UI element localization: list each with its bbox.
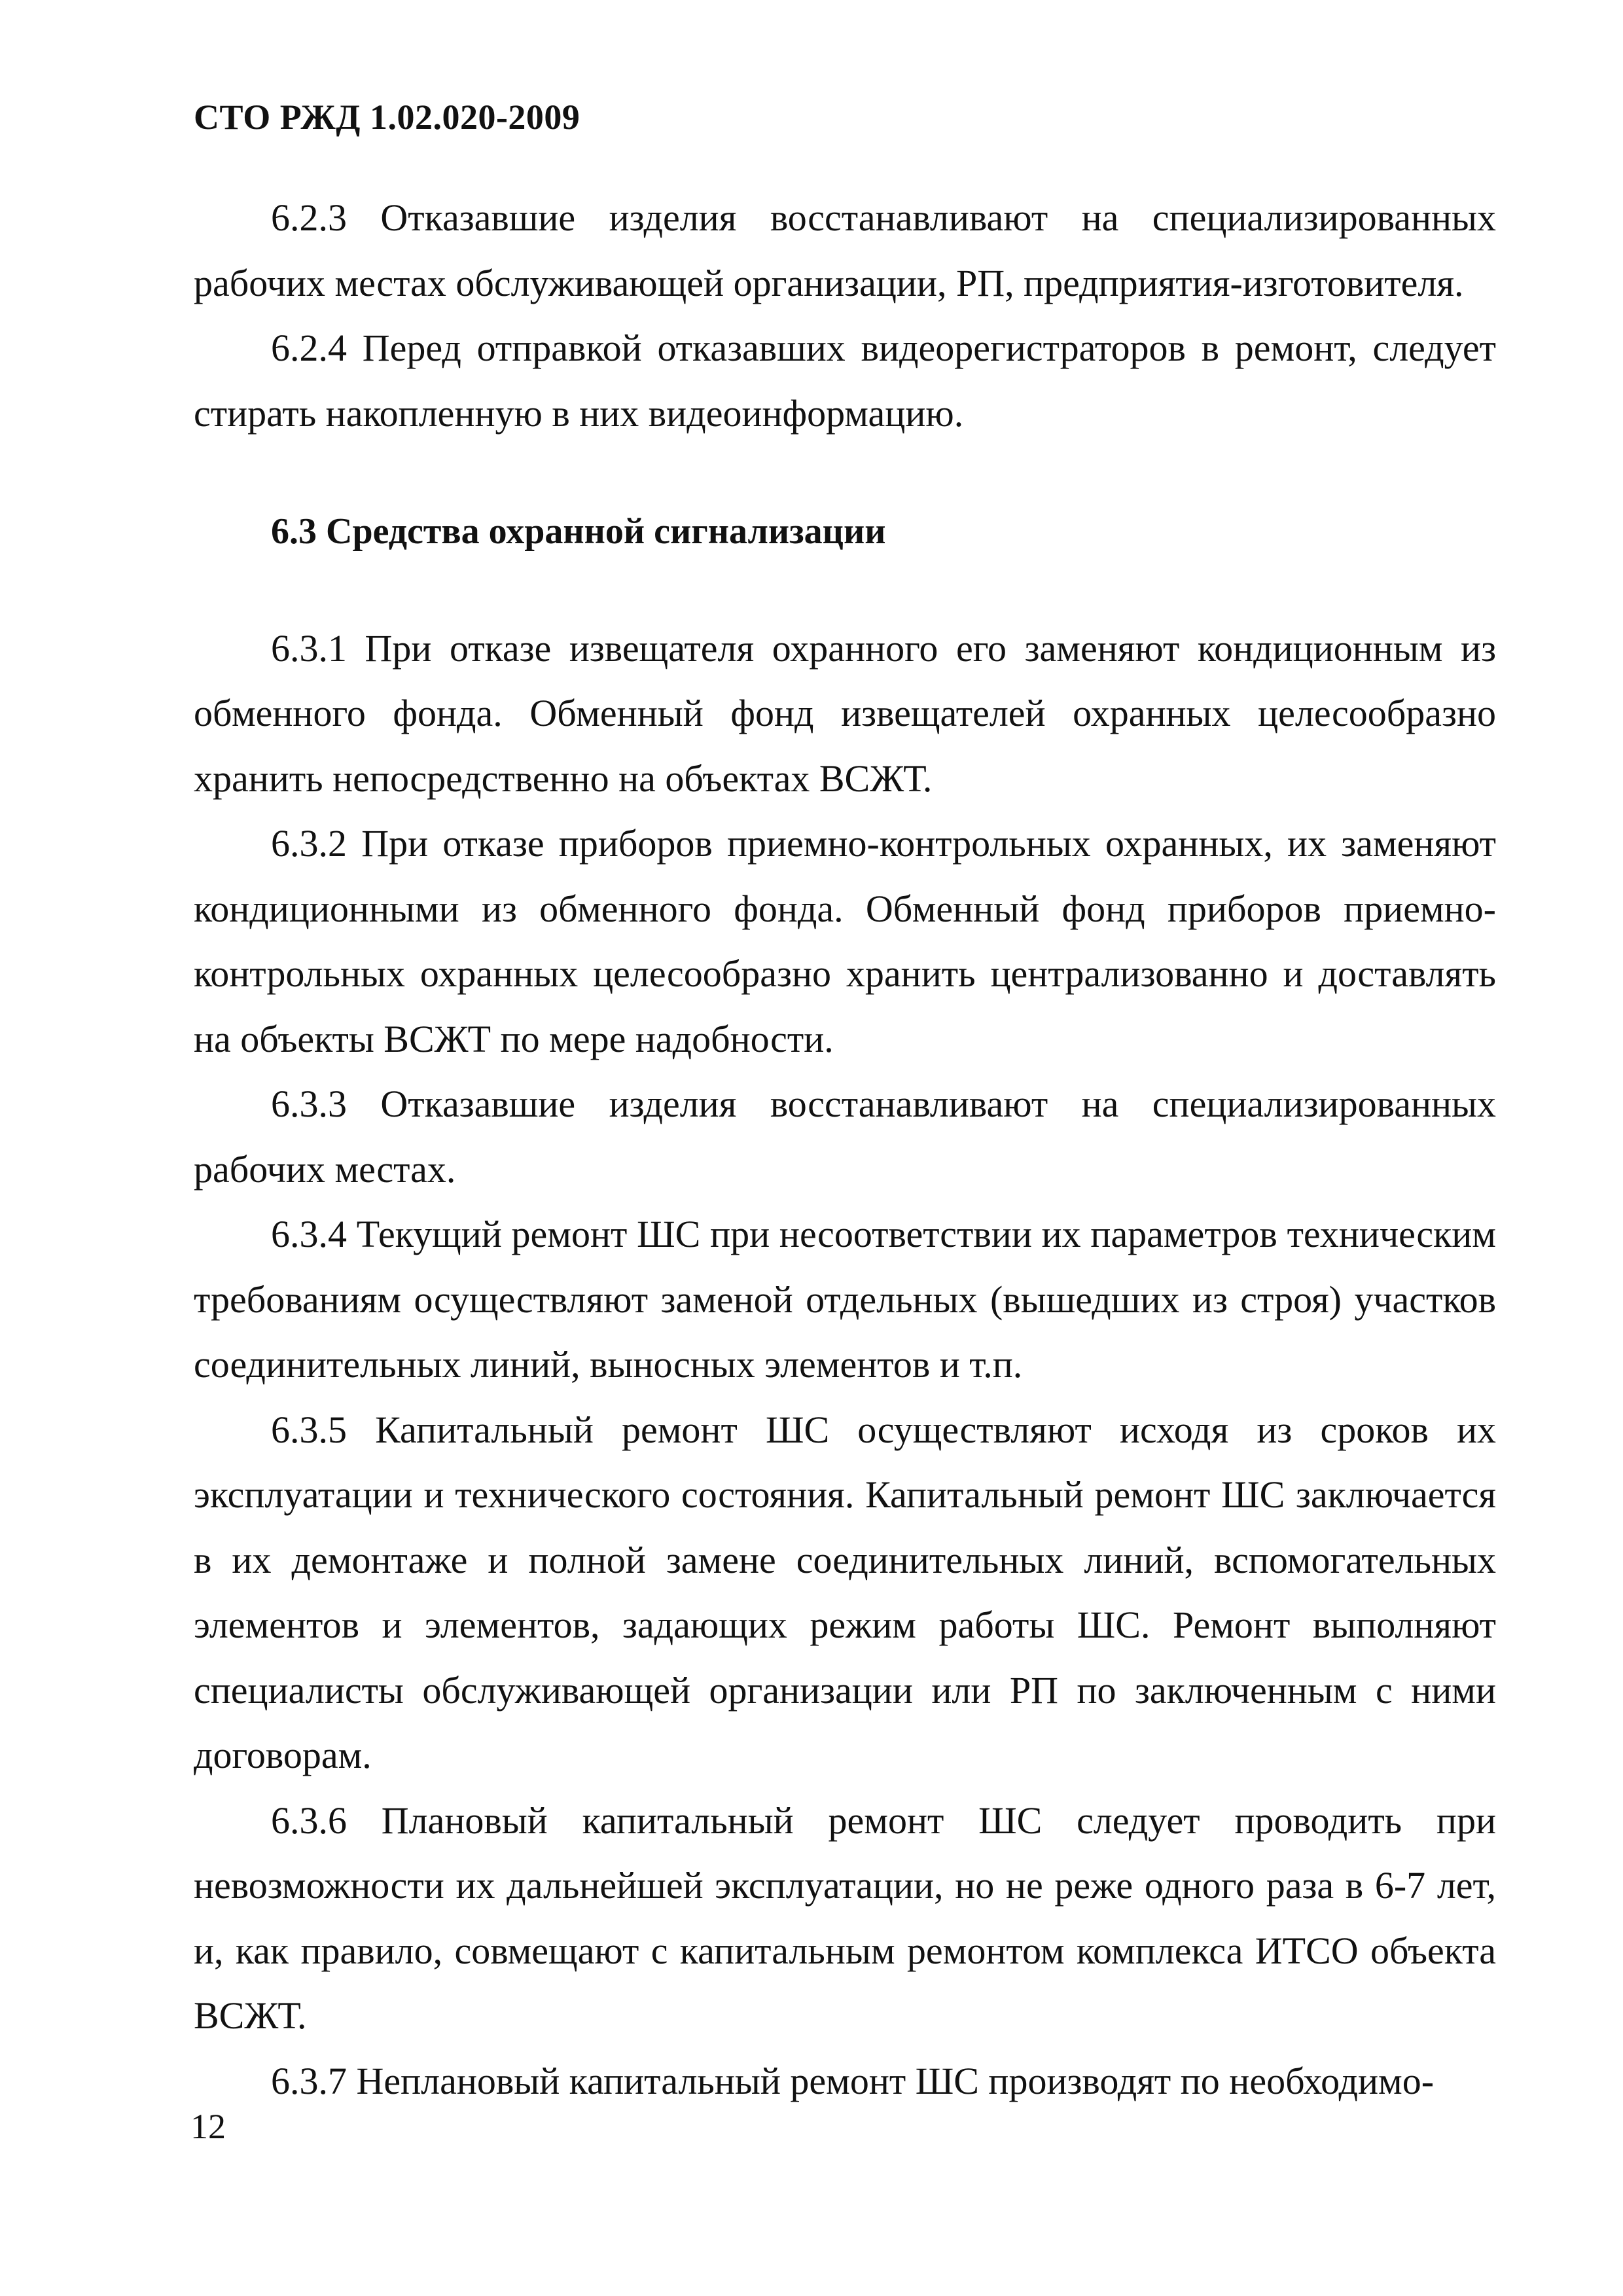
paragraph-6-3-1: 6.3.1 При отказе извещателя охранного его заменяют кондиционным из обменного фонда. Обменный фонд извещателей охранных целесообразно хранить непосредственно на объектах ВСЖТ. bbox=[194, 626, 1496, 800]
document-body bbox=[194, 185, 1496, 2113]
document-code: СТО РЖД 1.02.020-2009 bbox=[194, 98, 580, 137]
paragraph-6-3-7: 6.3.7 Неплановый капитальный ремонт ШС производят по необходимо- bbox=[271, 2059, 1435, 2102]
paragraph-6-3-5: 6.3.5 Капитальный ремонт ШС осуществляют исходя из сроков их эксплуатации и технического состояния. Капитальный ремонт ШС заключается в их демонтаже и полной замене соединительных линий, вспомогательных элементов и элементов, задающих режим работы ШС. Ремонт выполняют специалисты обслуживающей организации или РП по заключенным с ними договорам. bbox=[194, 1408, 1496, 1776]
paragraph-6-2-3: 6.2.3 Отказавшие изделия восстанавливают на специализированных рабочих местах обслуживающей организации, РП, предприятия-изготовителя. bbox=[194, 196, 1496, 304]
paragraph-6-3-3: 6.3.3 Отказавшие изделия восстанавливают на специализированных рабочих местах. bbox=[194, 1083, 1496, 1191]
paragraph-6-3-2: 6.3.2 При отказе приборов приемно-контрольных охранных, их заменяют кондиционными из обменного фонда. Обменный фонд приборов приемно-контрольных охранных целесообразно хранить централизованно и доставлять на объекты ВСЖТ по мере надобности. bbox=[194, 822, 1496, 1060]
paragraph-6-3-6: 6.3.6 Плановый капитальный ремонт ШС следует проводить при невозможности их дальнейшей эксплуатации, но не реже одного раза в 6-7 лет, и, как правило, совмещают с капитальным ремонтом комплекса ИТСО объекта ВСЖТ. bbox=[194, 1799, 1496, 2037]
page-number: 12 bbox=[190, 2107, 226, 2146]
section-heading-6-3: 6.3 Средства охранной сигнализации bbox=[271, 511, 886, 552]
paragraph-6-2-4: 6.2.4 Перед отправкой отказавших видеорегистраторов в ремонт, следует стирать накопленную в них видеоинформацию. bbox=[194, 327, 1496, 435]
paragraph-6-3-4: 6.3.4 Текущий ремонт ШС при несоответствии их параметров техническим требованиям осуществляют заменой отдельных (вышедших из строя) участков соединительных линий, выносных элементов и т.п. bbox=[194, 1213, 1496, 1386]
